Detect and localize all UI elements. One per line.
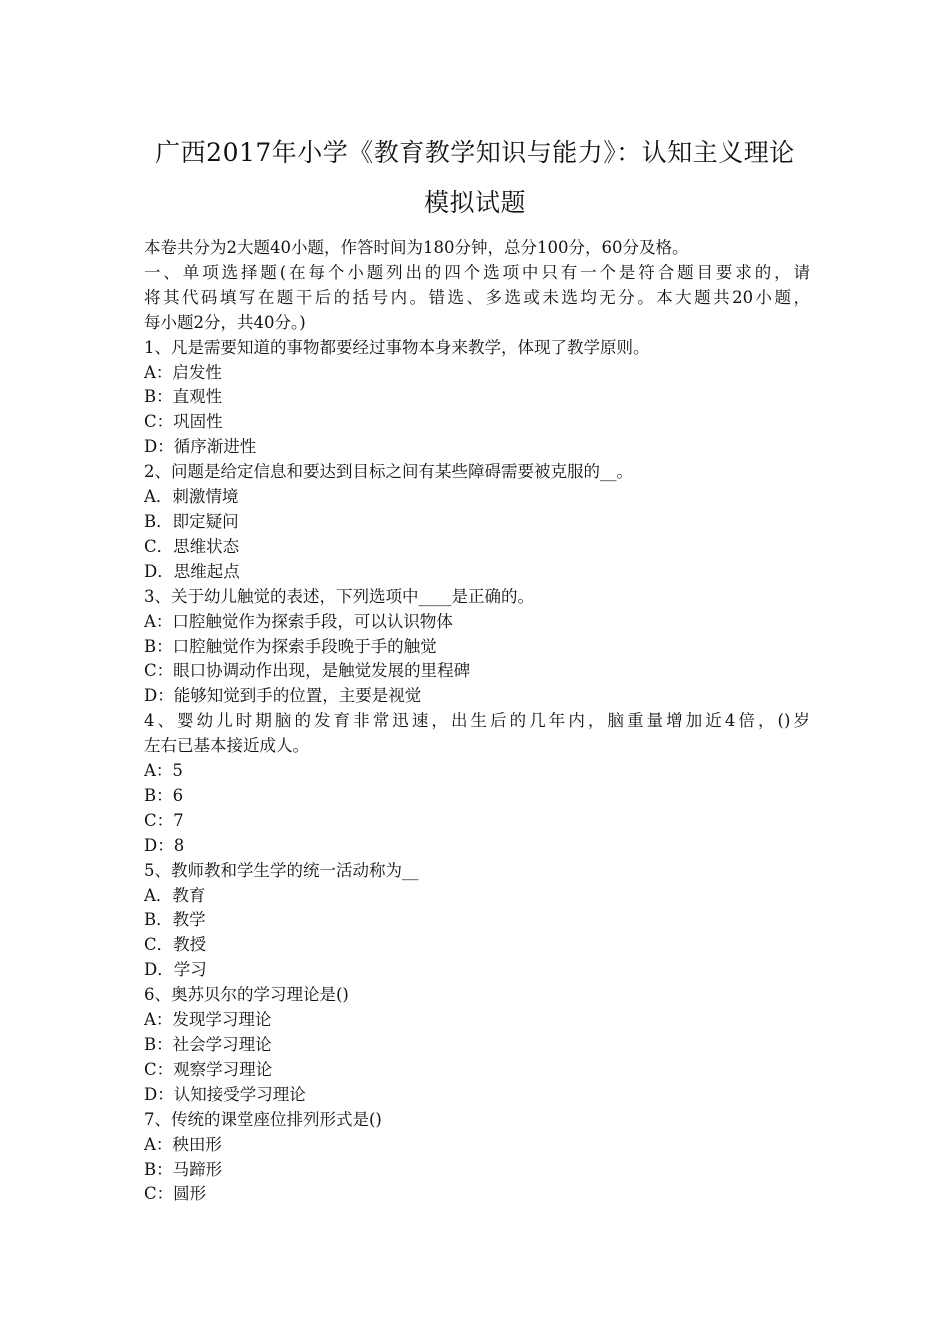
question-1-option-d: D：循序渐进性 xyxy=(144,437,257,457)
question-1-option-c: C：巩固性 xyxy=(144,412,223,432)
section-instructions-line-3: 每小题2分，共40分。) xyxy=(144,312,306,332)
question-4-option-a: A：5 xyxy=(144,761,183,781)
question-2-option-a: A．刺激情境 xyxy=(144,487,239,507)
question-6-stem: 6、奥苏贝尔的学习理论是() xyxy=(144,985,349,1005)
question-1-option-a: A：启发性 xyxy=(144,362,222,382)
question-4-stem-line-2: 左右已基本接近成人。 xyxy=(144,736,309,756)
document-title-line-1: 广西2017年小学《教育教学知识与能力》：认知主义理论 xyxy=(155,138,795,167)
question-6-option-d: D：认知接受学习理论 xyxy=(144,1084,306,1104)
question-7-option-a: A：秧田形 xyxy=(144,1134,222,1154)
question-3-option-d: D：能够知觉到手的位置，主要是视觉 xyxy=(144,686,422,706)
question-6-option-c: C：观察学习理论 xyxy=(144,1059,273,1079)
question-7-option-b: B：马蹄形 xyxy=(144,1159,223,1179)
question-1-stem: 1、凡是需要知道的事物都要经过事物本身来教学，体现了教学原则。 xyxy=(144,337,650,357)
document-title-line-2: 模拟试题 xyxy=(423,188,526,217)
question-2-option-d: D．思维起点 xyxy=(144,561,240,581)
question-4-option-b: B：6 xyxy=(144,785,184,805)
question-4-option-d: D：8 xyxy=(144,835,185,855)
question-5-stem: 5、教师教和学生学的统一活动称为__ xyxy=(144,860,419,880)
question-5-option-a: A．教育 xyxy=(144,885,206,905)
question-5-option-b: B．教学 xyxy=(144,910,206,930)
exam-intro: 本卷共分为2大题40小题，作答时间为180分钟，总分100分，60分及格。 xyxy=(144,238,689,257)
question-3-option-c: C：眼口协调动作出现，是触觉发展的里程碑 xyxy=(144,661,471,681)
question-5-option-c: C．教授 xyxy=(144,935,207,955)
question-3-option-b: B：口腔触觉作为探索手段晚于手的触觉 xyxy=(144,636,437,656)
question-6-option-b: B：社会学习理论 xyxy=(144,1035,272,1054)
question-4-stem-line-1: 4、婴幼儿时期脑的发育非常迅速，出生后的几年内，脑重量增加近4倍，()岁 xyxy=(144,711,810,731)
document-body xyxy=(144,236,810,1207)
question-2-option-b: B．即定疑问 xyxy=(144,511,239,531)
section-instructions-line-1: 一、单项选择题(在每个小题列出的四个选项中只有一个是符合题目要求的，请 xyxy=(144,262,810,282)
question-7-stem: 7、传统的课堂座位排列形式是() xyxy=(144,1109,382,1129)
question-1-option-b: B：直观性 xyxy=(144,387,223,407)
question-5-option-d: D．学习 xyxy=(144,960,207,980)
question-3-stem: 3、关于幼儿触觉的表述，下列选项中____是正确的。 xyxy=(144,586,534,606)
section-instructions-line-2: 将其代码填写在题干后的括号内。错选、多选或未选均无分。本大题共20小题， xyxy=(144,287,810,307)
question-2-option-c: C．思维状态 xyxy=(144,536,240,556)
question-2-stem: 2、问题是给定信息和要达到目标之间有某些障碍需要被克服的__。 xyxy=(144,462,633,482)
question-7-option-c: C：圆形 xyxy=(144,1184,207,1204)
question-4-option-c: C：7 xyxy=(144,810,184,830)
question-3-option-a: A：口腔触觉作为探索手段，可以认识物体 xyxy=(144,611,453,631)
question-6-option-a: A：发现学习理论 xyxy=(144,1010,272,1030)
